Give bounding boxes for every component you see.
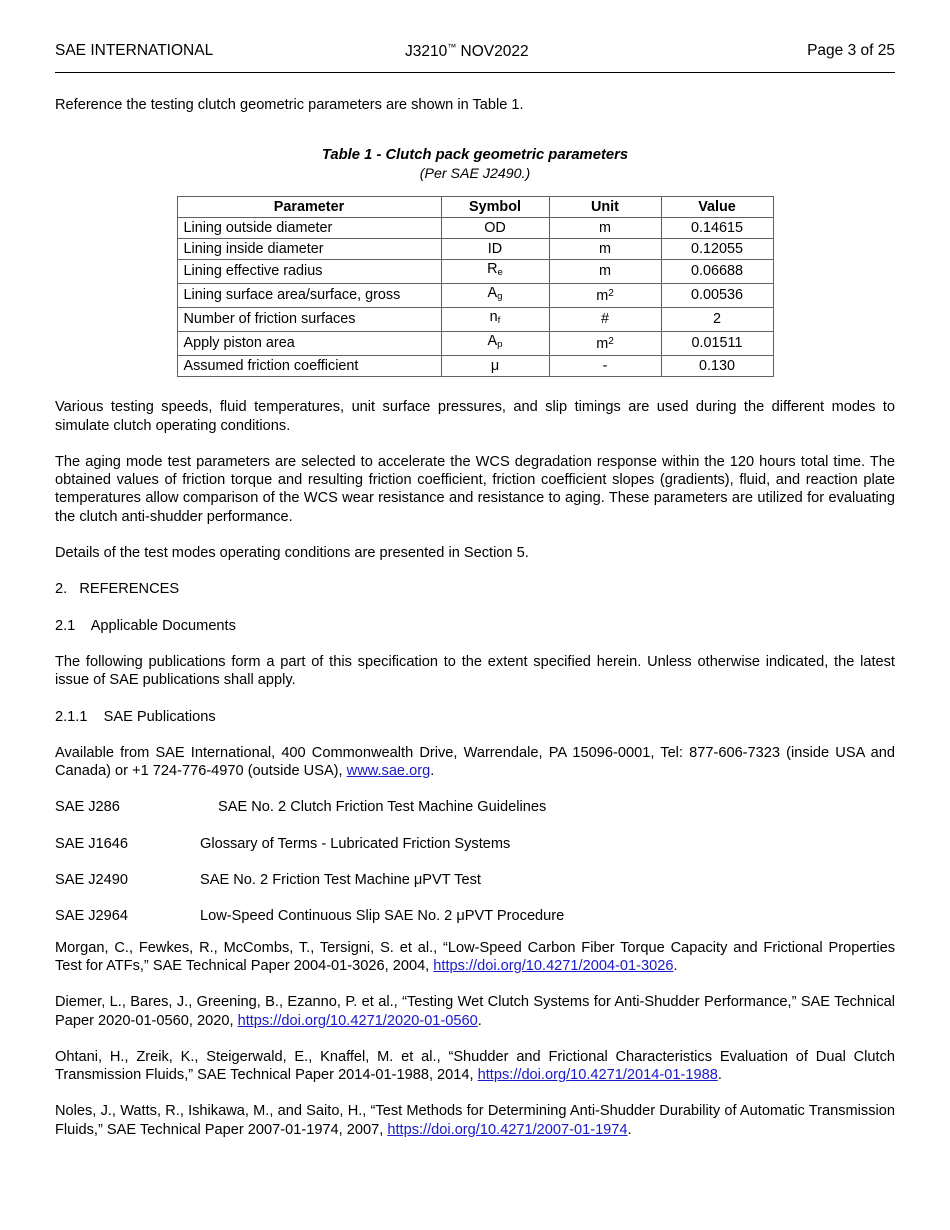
- cell-value: 0.12055: [661, 239, 773, 260]
- cell-value: 0.01511: [661, 332, 773, 356]
- table-row: [177, 356, 773, 377]
- availability-text-after: .: [430, 763, 435, 780]
- cell-symbol: OD: [441, 218, 549, 239]
- table-row: [177, 284, 773, 308]
- cell-parameter: Lining inside diameter: [177, 239, 441, 260]
- list-spacer: [55, 1084, 895, 1102]
- table-row: [177, 308, 773, 332]
- standard-title: Glossary of Terms - Lubricated Friction Systems: [200, 835, 511, 852]
- cell-symbol: $R_e$: [441, 260, 549, 284]
- table-body: [177, 218, 773, 377]
- standard-id: SAE J286: [55, 799, 120, 816]
- standard-reference-row: [55, 835, 895, 853]
- cell-symbol: $n_f$: [441, 308, 549, 332]
- cell-symbol: ID: [441, 239, 549, 260]
- sae-standards-list: [55, 798, 895, 925]
- table-header-row: [177, 197, 773, 218]
- trademark-icon: ™: [447, 42, 457, 52]
- sae-website-link[interactable]: www.sae.org: [346, 763, 431, 780]
- heading-references: 2. REFERENCES: [55, 581, 180, 598]
- cell-unit: m: [549, 218, 661, 239]
- standard-title: Low-Speed Continuous Slip SAE No. 2 μPVT Procedure: [200, 908, 565, 925]
- header-organization: SAE INTERNATIONAL: [55, 42, 214, 59]
- cell-unit: #: [549, 308, 661, 332]
- doi-link[interactable]: https://doi.org/10.4271/2007-01-1974: [387, 1121, 628, 1138]
- column-header-unit: Unit: [549, 197, 661, 218]
- header-document-number: [385, 42, 745, 61]
- doi-link[interactable]: https://doi.org/10.4271/2020-01-0560: [237, 1012, 478, 1029]
- cell-parameter: Apply piston area: [177, 332, 441, 356]
- table-1-subcaption: (Per SAE J2490.): [419, 166, 531, 183]
- table-row: [177, 332, 773, 356]
- cell-unit: m: [549, 239, 661, 260]
- header-doc-id: J3210: [405, 43, 448, 60]
- symbol-subscript: f: [497, 315, 501, 327]
- list-spacer: [55, 817, 895, 835]
- cell-symbol: $A_p$: [441, 332, 549, 356]
- cell-parameter: Lining surface area/surface, gross: [177, 284, 441, 308]
- cell-value: 0.00536: [661, 284, 773, 308]
- symbol-subscript: e: [497, 267, 503, 279]
- table-1-caption: Table 1 - Clutch pack geometric parameters: [321, 147, 629, 164]
- citation-text-end: .: [477, 1012, 482, 1029]
- paragraph-test-mode-details: Details of the test modes operating conditions are presented in Section 5.: [55, 545, 529, 562]
- list-spacer: [55, 975, 895, 993]
- symbol-subscript: p: [497, 339, 503, 351]
- doi-link[interactable]: https://doi.org/10.4271/2014-01-1988: [477, 1067, 718, 1084]
- standard-id: SAE J2964: [55, 908, 129, 925]
- citation-text: Diemer, L., Bares, J., Greening, B., Ezanno, P. et al., “Testing Wet Clutch Systems for Anti-Shudder Performance,” SAE Technical Paper 2020-01-0560, 2020,: [55, 994, 895, 1029]
- standard-id: SAE J1646: [55, 835, 129, 852]
- standard-reference-row: [55, 798, 895, 816]
- list-spacer: [55, 1030, 895, 1048]
- cell-unit: $m^2$: [549, 332, 661, 356]
- cell-unit: $m^2$: [549, 284, 661, 308]
- standard-reference-row: [55, 871, 895, 889]
- paragraph-aging-mode: The aging mode test parameters are selected to accelerate the WCS degradation response within the 120 hours total time. The obtained values of friction torque and resulting friction coefficient, friction coefficient slopes (gradients), fluid, and reaction plate temperatures allow comparison of the WCS wear resistance and resistance to aging. These parameters are utilized for evaluating the clutch anti-shudder performance.: [55, 453, 895, 525]
- cell-parameter: Number of friction surfaces: [177, 308, 441, 332]
- table-row: [177, 260, 773, 284]
- citation-text-end: .: [673, 957, 678, 974]
- cell-symbol: $A_g$: [441, 284, 549, 308]
- cell-parameter: Lining outside diameter: [177, 218, 441, 239]
- unit-superscript: 2: [608, 288, 614, 300]
- bibliography-entry: [55, 993, 895, 1030]
- cell-value: 0.06688: [661, 260, 773, 284]
- unit-superscript: 2: [608, 336, 614, 348]
- standard-reference-row: [55, 907, 895, 925]
- page-running-header: [55, 42, 895, 73]
- citation-text-end: .: [717, 1067, 722, 1084]
- list-spacer: [55, 853, 895, 871]
- citation-text: Noles, J., Watts, R., Ishikawa, M., and Saito, H., “Test Methods for Determining Anti-Shudder Durability of Automatic Transmission Fluids,” SAE Technical Paper 2007-01-1974, 2007,: [55, 1103, 895, 1138]
- bibliography-entry: [55, 1102, 895, 1139]
- paragraph-publications-intro: The following publications form a part of this specification to the extent specified herein. Unless otherwise indicated, the latest issue of SAE publications shall apply.: [55, 653, 895, 689]
- header-page-number: Page 3 of 25: [807, 42, 895, 59]
- cell-value: 0.14615: [661, 218, 773, 239]
- cell-value: 2: [661, 308, 773, 332]
- citation-text-end: .: [627, 1121, 632, 1138]
- header-doc-date: NOV2022: [456, 43, 529, 60]
- cell-unit: -: [549, 356, 661, 377]
- table-1-block: [55, 146, 895, 377]
- clutch-pack-geometry-table: [177, 196, 774, 377]
- heading-applicable-documents: 2.1 Applicable Documents: [55, 617, 236, 634]
- column-header-symbol: Symbol: [441, 197, 549, 218]
- standard-title: SAE No. 2 Clutch Friction Test Machine Guidelines: [218, 799, 547, 816]
- intro-paragraph: Reference the testing clutch geometric parameters are shown in Table 1.: [55, 97, 524, 113]
- cell-symbol: μ: [441, 356, 549, 377]
- citation-text: Morgan, C., Fewkes, R., McCombs, T., Tersigni, S. et al., “Low-Speed Carbon Fiber Torque Capacity and Frictional Properties Test for ATFs,” SAE Technical Paper 2004-01-3026, 2004,: [55, 939, 895, 974]
- cell-parameter: Lining effective radius: [177, 260, 441, 284]
- citation-text: Ohtani, H., Zreik, K., Steigerwald, E., Knaffel, M. et al., “Shudder and Frictional Characteristics Evaluation of Dual Clutch Transmission Fluids,” SAE Technical Paper 2014-01-1988, 2014,: [55, 1048, 895, 1084]
- column-header-value: Value: [661, 197, 773, 218]
- column-header-parameter: Parameter: [177, 197, 441, 218]
- table-row: [177, 239, 773, 260]
- cell-value: 0.130: [661, 356, 773, 377]
- bibliography-entry: [55, 1048, 895, 1085]
- bibliography-list: [55, 939, 895, 1139]
- document-body: [55, 96, 895, 1139]
- standard-id: SAE J2490: [55, 872, 129, 889]
- bibliography-entry: [55, 939, 895, 976]
- cell-parameter: Assumed friction coefficient: [177, 356, 441, 377]
- heading-sae-publications: 2.1.1 SAE Publications: [55, 708, 216, 725]
- doi-link[interactable]: https://doi.org/10.4271/2004-01-3026: [433, 957, 674, 974]
- cell-unit: m: [549, 260, 661, 284]
- table-row: [177, 218, 773, 239]
- paragraph-testing-speeds: Various testing speeds, fluid temperatures, unit surface pressures, and slip timings are used during the different modes to simulate clutch operating conditions.: [55, 399, 895, 434]
- standard-title: SAE No. 2 Friction Test Machine μPVT Test: [200, 872, 481, 889]
- availability-text-before: Available from SAE International, 400 Commonwealth Drive, Warrendale, PA 15096-0001, Tel: 877-606-7323 (inside USA and Canada) or +1 724-776-4970 (outside USA),: [55, 744, 895, 780]
- symbol-subscript: g: [497, 291, 503, 303]
- list-spacer: [55, 889, 895, 907]
- paragraph-availability: [55, 744, 895, 781]
